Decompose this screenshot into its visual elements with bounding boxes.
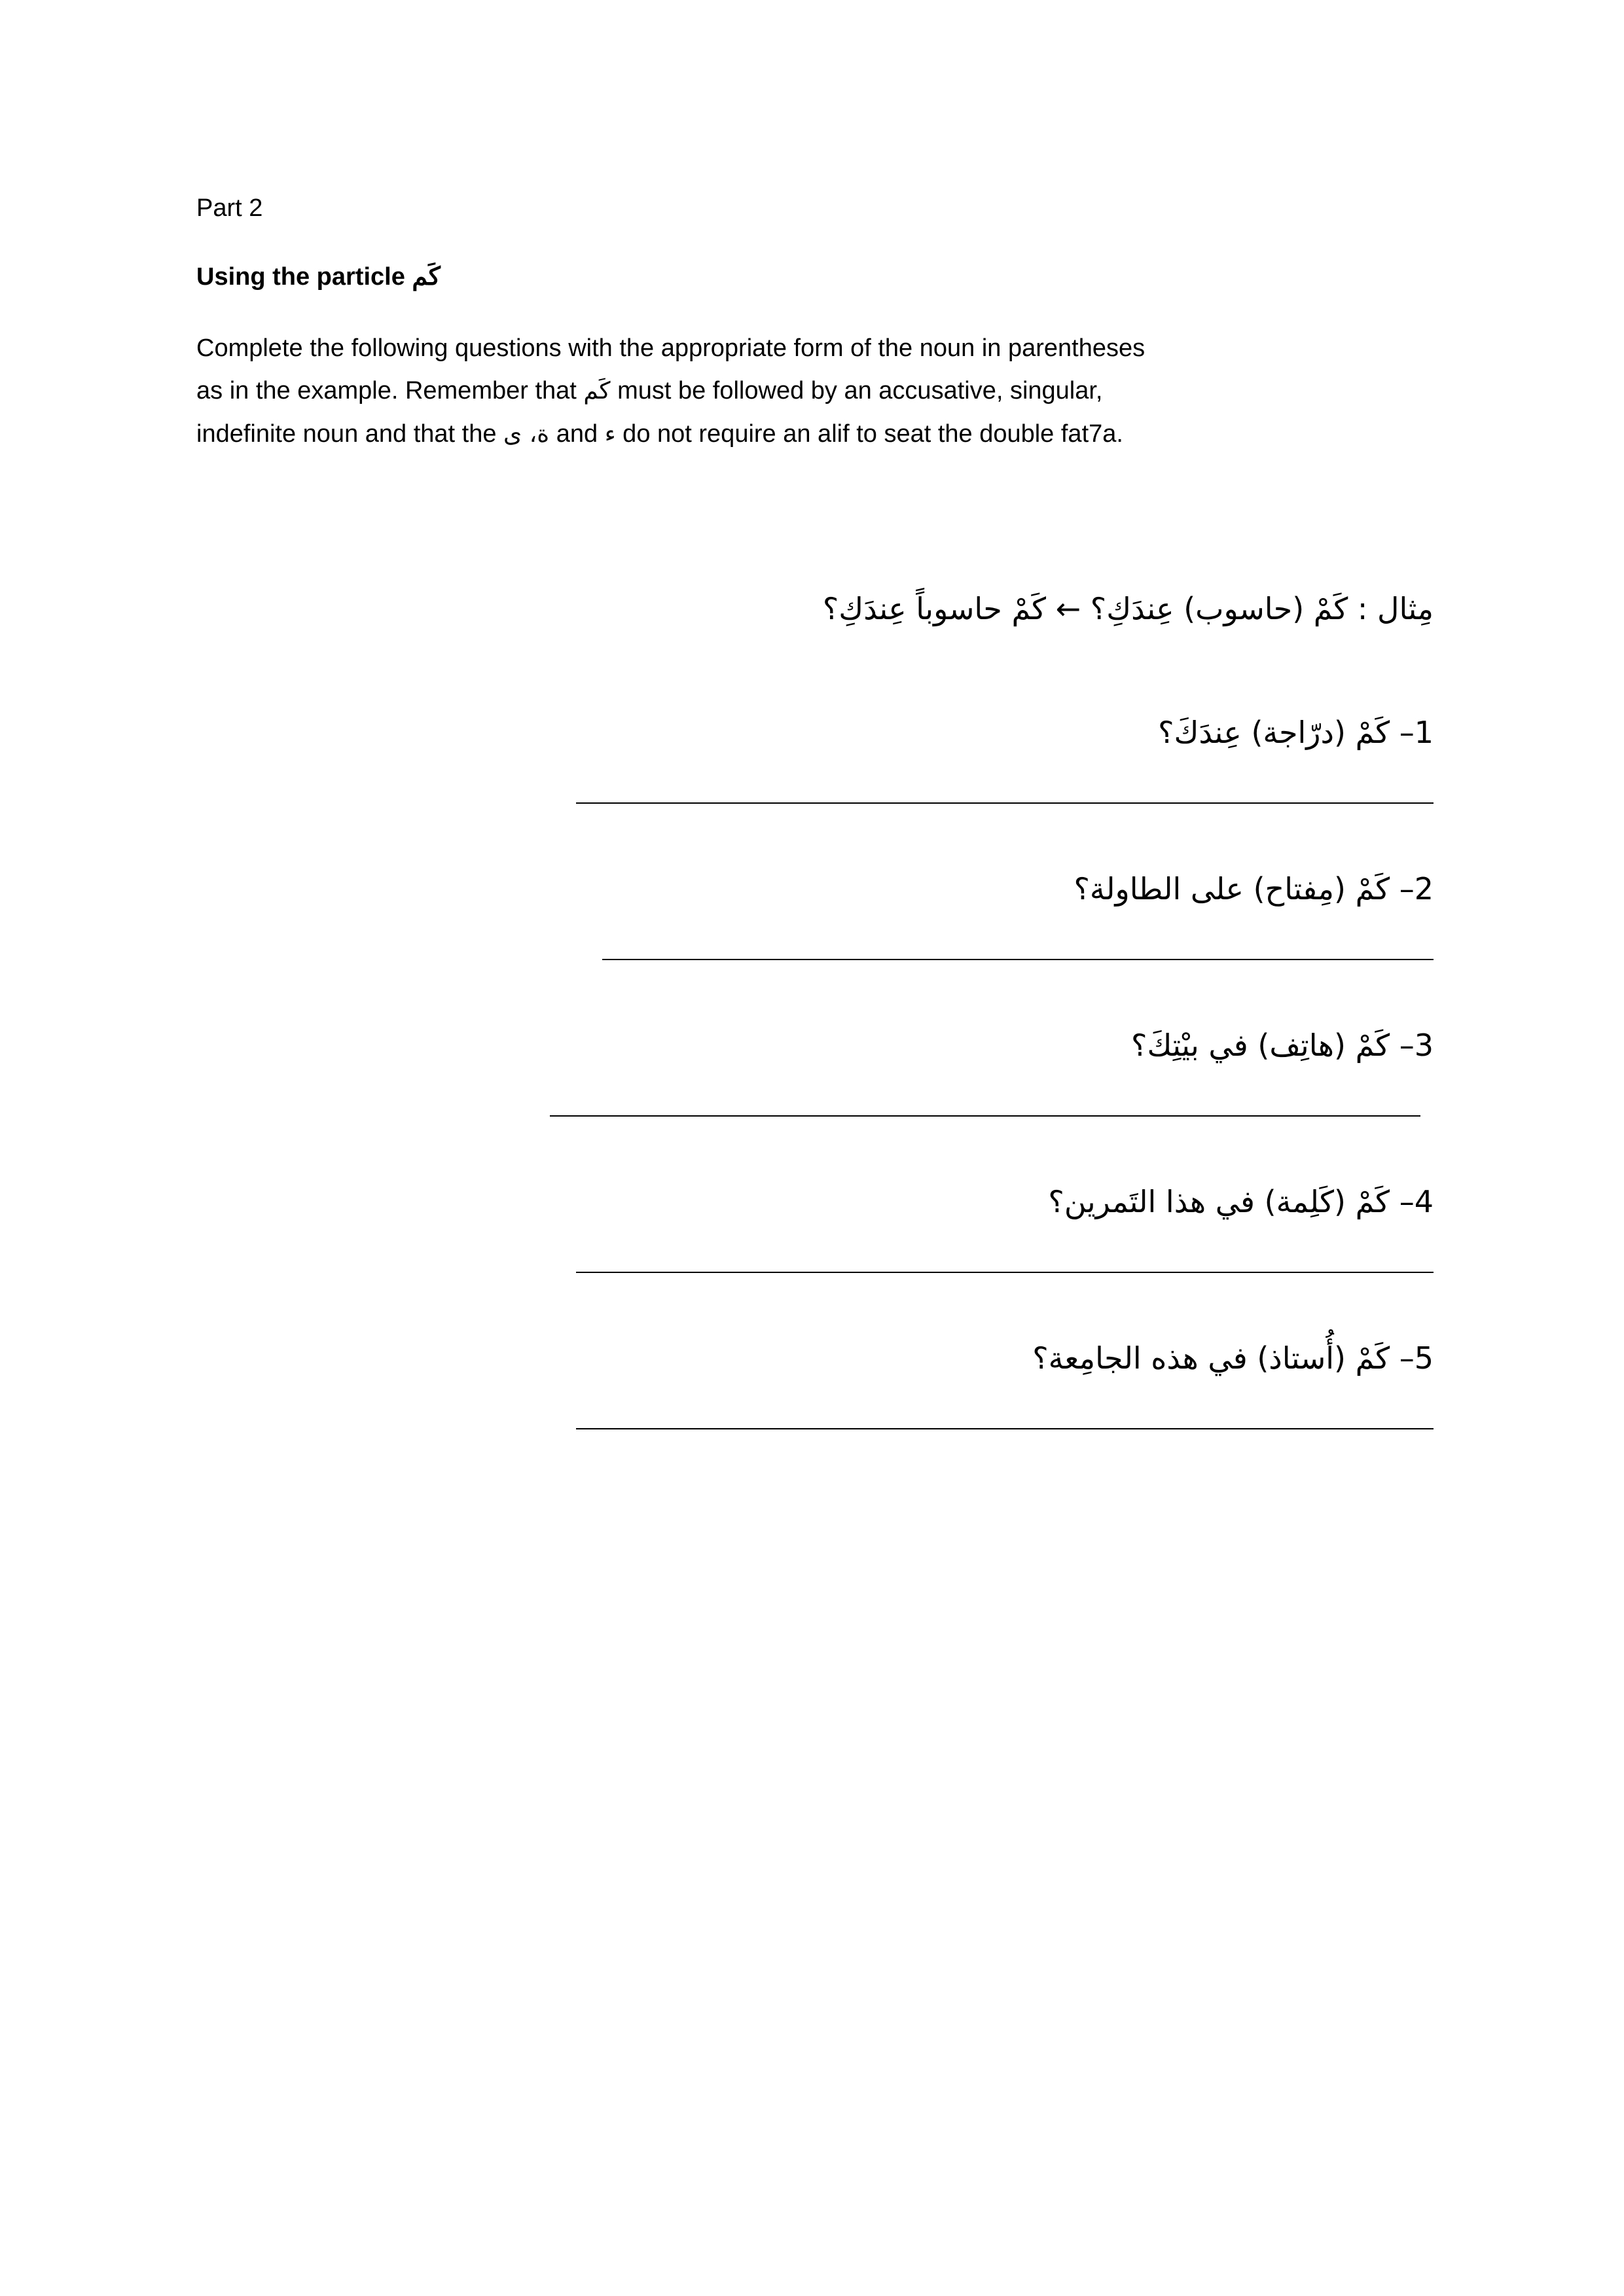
instructions-line-1: Complete the following questions with the appropriate form of the noun in parentheses <box>196 334 1146 362</box>
section-title-text: Using the particle <box>196 263 412 291</box>
answer-line-4[interactable] <box>576 1272 1434 1273</box>
instructions-line-2-arabic: كَم <box>583 378 611 405</box>
answer-line-1[interactable] <box>576 802 1434 804</box>
answer-line-5[interactable] <box>576 1428 1434 1429</box>
exercise-item-2 <box>196 867 1440 960</box>
instructions-line-3-part-c: do not require an alif to seat the double fat7a. <box>615 420 1123 448</box>
exercise-item-3 <box>196 1023 1440 1117</box>
question-text-3: 3– كَمْ (هاتِف) في بيْتِكَ؟ <box>1131 1028 1434 1064</box>
instructions-line-3-arabic-2: ء <box>604 420 616 448</box>
exercise-item-1 <box>196 710 1440 804</box>
section-title <box>196 259 1440 296</box>
question-text-4: 4– كَمْ (كَلِمة) في هذا التَمرين؟ <box>1048 1184 1434 1220</box>
instructions-line-3 <box>196 413 1375 456</box>
instructions-paragraph <box>196 327 1375 456</box>
exercise-item-5 <box>196 1336 1440 1429</box>
question-text-2: 2– كَمْ (مِفتاح) على الطاولة؟ <box>1074 871 1434 907</box>
exercise-block <box>196 586 1440 1429</box>
section-title-arabic: كَم <box>412 263 441 291</box>
instructions-line-2-part-a: as in the example. Remember that <box>196 377 584 405</box>
instructions-line-3-part-a: indefinite noun and that the <box>196 420 504 448</box>
example-line: مِثال : كَمْ (حاسوب) عِندَكِ؟ ← كَمْ حاسوباً عِندَكِ؟ <box>822 591 1434 627</box>
instructions-line-3-arabic-1: ة، ى <box>503 420 550 448</box>
instructions-line-2 <box>196 370 1375 412</box>
part-label: Part 2 <box>196 194 263 222</box>
question-text-5: 5– كَمْ (أُستاذ) في هذه الجامِعة؟ <box>1032 1340 1434 1376</box>
answer-line-3[interactable] <box>550 1115 1420 1117</box>
question-text-1: 1– كَمْ (درّاجة) عِندَكَ؟ <box>1158 715 1434 751</box>
exercise-item-4 <box>196 1179 1440 1273</box>
document-content <box>196 190 1440 1492</box>
instructions-line-3-part-b: and <box>549 420 605 448</box>
answer-line-2[interactable] <box>602 959 1434 960</box>
instructions-line-2-part-b: must be followed by an accusative, singular, <box>610 377 1103 405</box>
